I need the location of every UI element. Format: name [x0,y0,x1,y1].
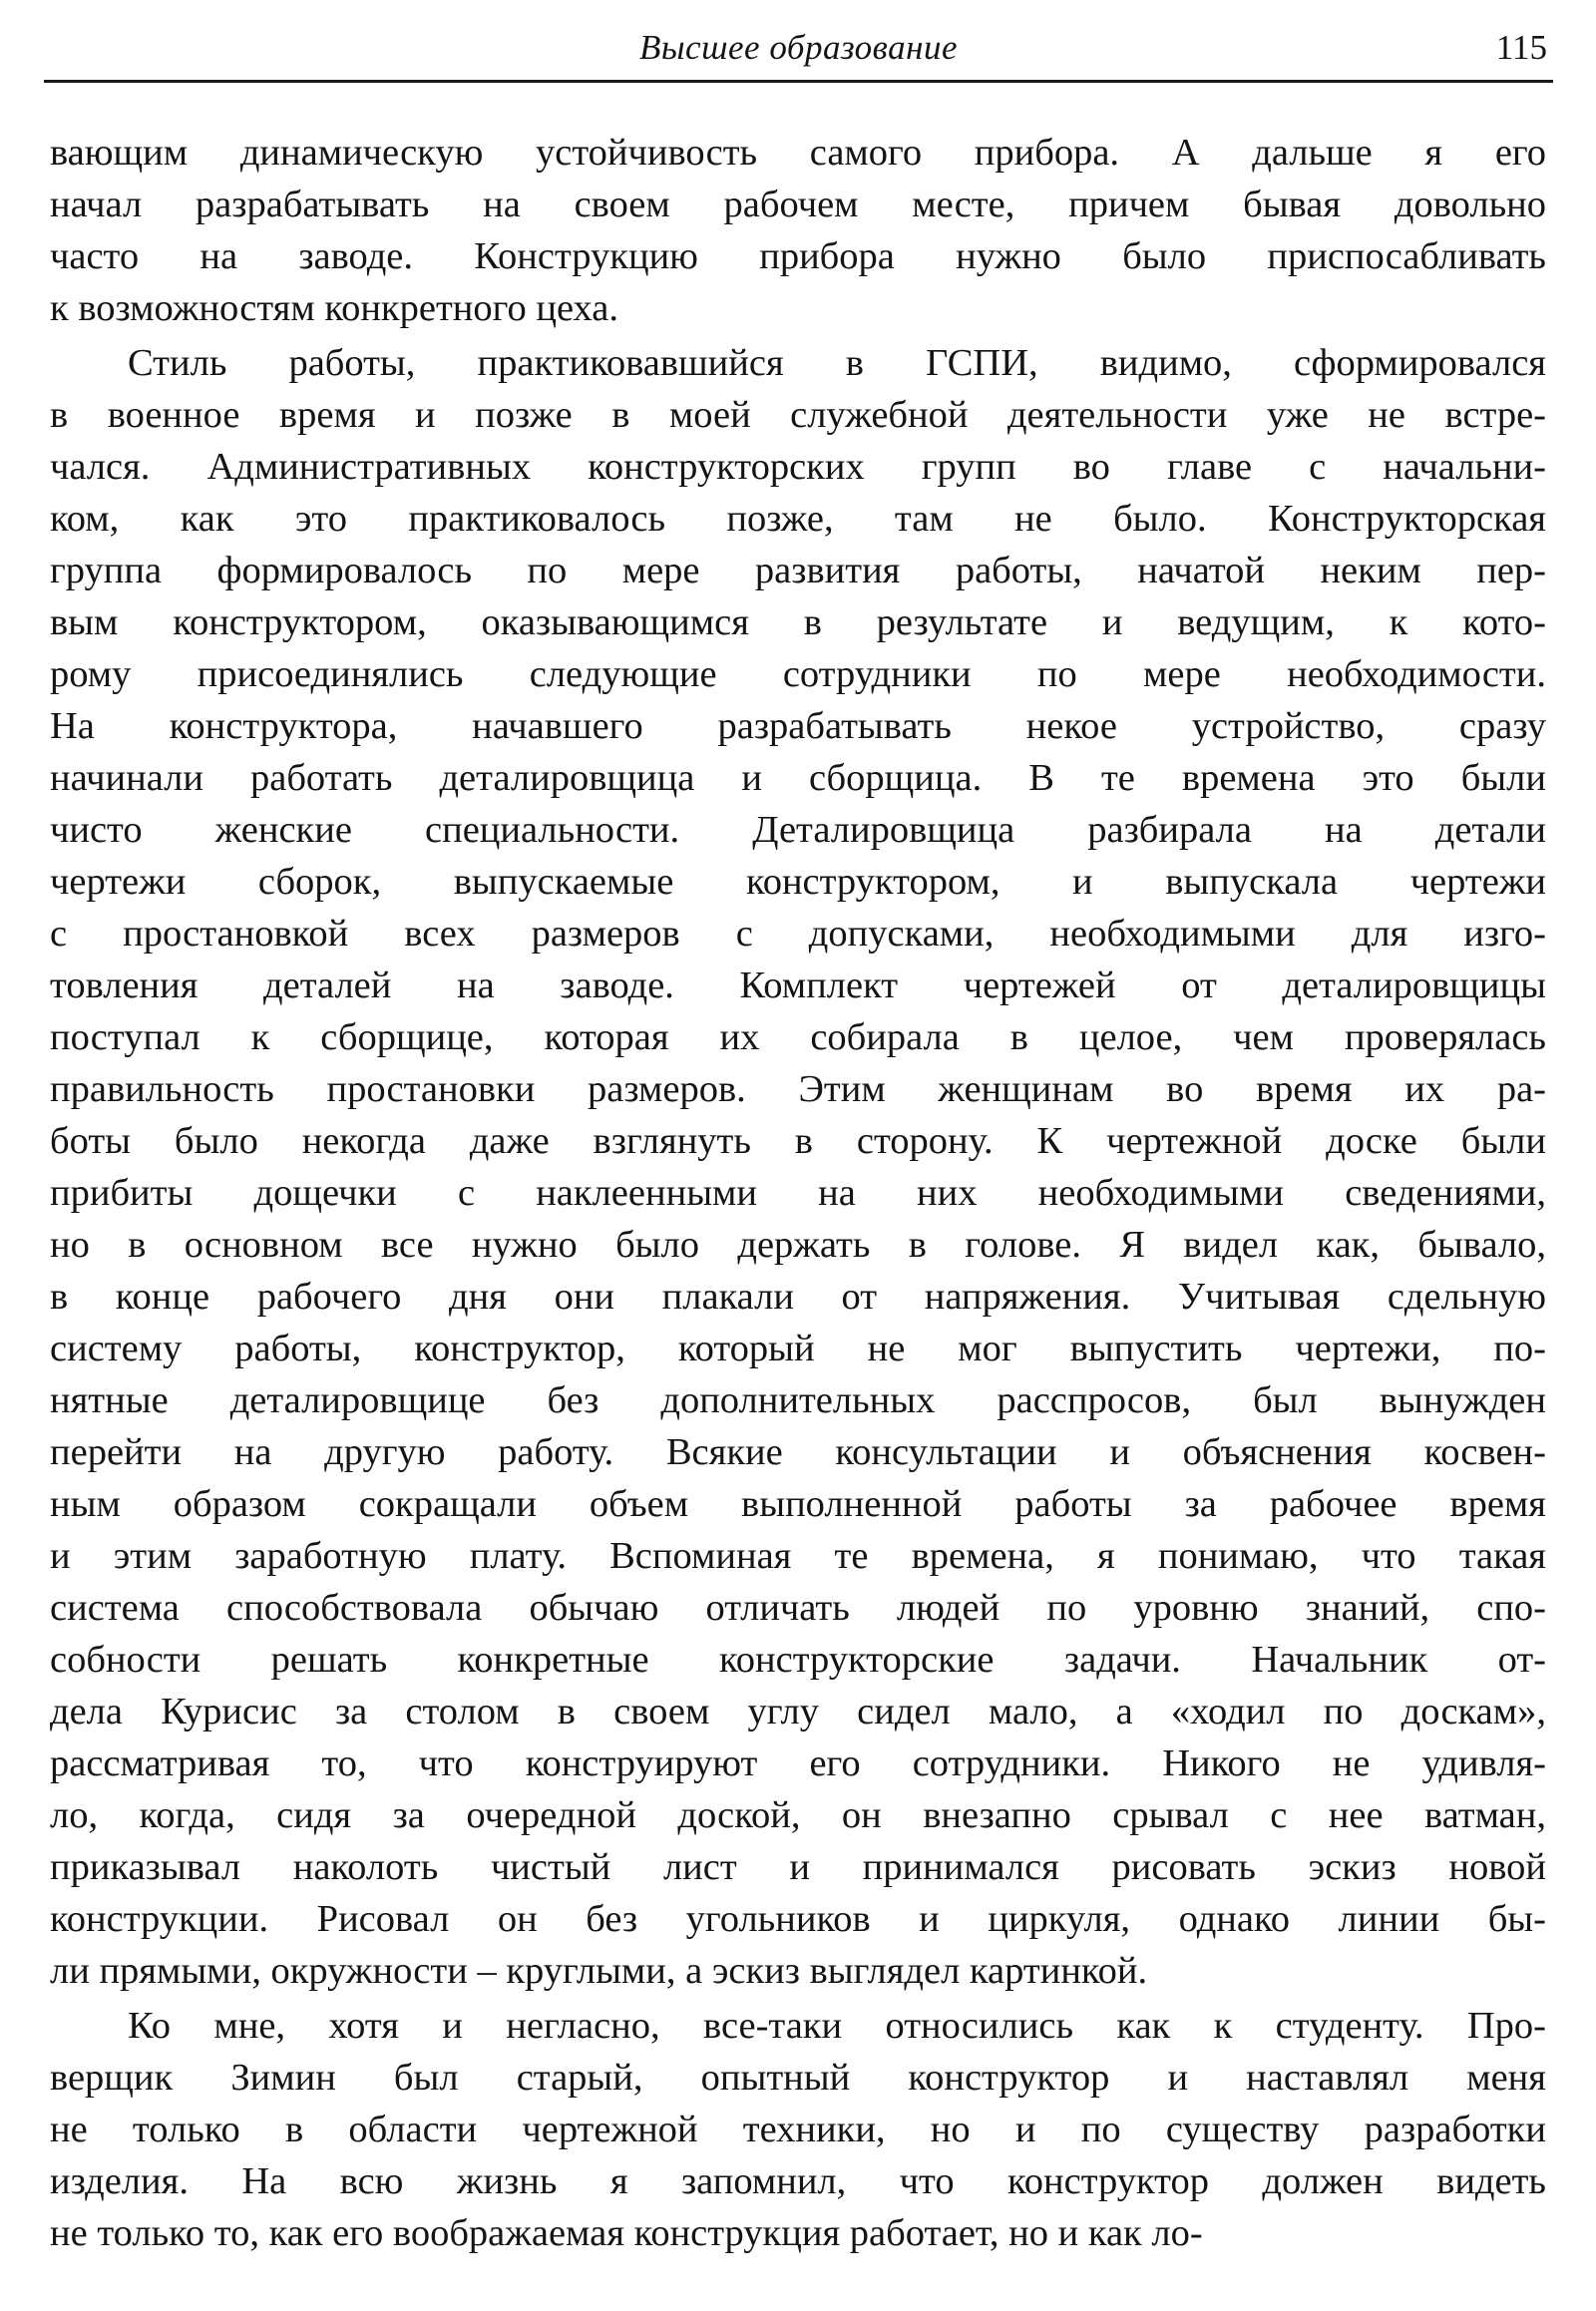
text-line: часто на заводе. Конструкцию прибора нужно было приспосабливать [50,235,1546,277]
text-line: ком, как это практиковалось позже, там не было. Конструкторская [50,498,1546,540]
paragraph [50,2000,1546,2259]
text-line: поступал к сборщице, которая их собирала в целое, чем проверялась [50,1016,1546,1058]
text-line: ным образом сокращали объем выполненной работы за рабочее время [50,1483,1546,1525]
text-line: Стиль работы, практиковавшийся в ГСПИ, видимо, сформировался [128,342,1546,384]
text-line: ли прямыми, окружности – круглыми, а эскиз выглядел картинкой. [50,1950,1148,1992]
text-line: чертежи сборок, выпускаемые конструктором, и выпускала чертежи [50,861,1546,903]
text-line: ло, когда, сидя за очередной доской, он внезапно срывал с нее ватман, [50,1794,1546,1836]
running-title: Высшее образование [638,28,959,67]
text-line: рому присоединялись следующие сотрудники по мере необходимости. [50,653,1546,695]
text-line: начинали работать деталировщица и сборщица. В те времена это были [50,757,1546,799]
text-line: система способствовала обычаю отличать людей по уровню знаний, спо- [50,1587,1546,1629]
text-line: не только то, как его воображаемая конструкция работает, но и как ло- [50,2212,1203,2254]
paragraph [50,127,1546,334]
body-text [50,127,1546,2259]
text-line: начал разрабатывать на своем рабочем месте, причем бывая довольно [50,184,1546,225]
text-line: вым конструктором, оказывающимся в результате и ведущим, к кото- [50,601,1546,643]
text-line: к возможностям конкретного цеха. [50,287,618,329]
text-line: нятные деталировщице без дополнительных расспросов, был вынужден [50,1379,1546,1421]
text-line: с простановкой всех размеров с допусками, необходимыми для изго- [50,913,1546,955]
text-line: боты было некогда даже взглянуть в сторону. К чертежной доске были [50,1120,1546,1162]
text-line: конструкции. Рисовал он без угольников и циркуля, однако линии бы- [50,1898,1546,1940]
text-line: не только в области чертежной техники, но и по существу разработки [50,2109,1546,2150]
header-rule [44,80,1553,83]
text-line: верщик Зимин был старый, опытный конструктор и наставлял меня [50,2057,1546,2099]
text-line: собности решать конкретные конструкторские задачи. Начальник от- [50,1639,1546,1681]
text-line: товления деталей на заводе. Комплект чертежей от деталировщицы [50,964,1546,1006]
text-line: в конце рабочего дня они плакали от напряжения. Учитывая сдельную [50,1276,1546,1318]
running-head [44,22,1553,74]
paragraph [50,337,1546,1997]
text-line: перейти на другую работу. Всякие консультации и объяснения косвен- [50,1431,1546,1473]
text-line: чался. Административных конструкторских групп во главе с начальни- [50,446,1546,488]
text-line: и этим заработную плату. Вспоминая те времена, я понимаю, что такая [50,1535,1546,1577]
text-line: чисто женские специальности. Деталировщица разбирала на детали [50,809,1546,851]
text-line: дела Курисис за столом в своем углу сидел мало, а «ходил по доскам», [50,1691,1546,1733]
text-line: На конструктора, начавшего разрабатывать некое устройство, сразу [50,705,1546,747]
text-line: правильность простановки размеров. Этим женщинам во время их ра- [50,1068,1546,1110]
text-line: в военное время и позже в моей служебной деятельности уже не встре- [50,394,1546,436]
text-line: прибиты дощечки с наклеенными на них необходимыми сведениями, [50,1172,1546,1214]
text-line: изделия. На всю жизнь я запомнил, что конструктор должен видеть [50,2160,1546,2202]
text-line: группа формировалось по мере развития работы, начатой неким пер- [50,550,1546,591]
text-line: Ко мне, хотя и негласно, все-таки относились как к студенту. Про- [128,2005,1546,2047]
page-number: 115 [1495,28,1547,67]
text-line: но в основном все нужно было держать в голове. Я видел как, бывало, [50,1224,1546,1266]
text-line: вающим динамическую устойчивость самого прибора. А дальше я его [50,132,1546,174]
text-line: систему работы, конструктор, который не мог выпустить чертежи, по- [50,1328,1546,1369]
text-line: приказывал наколоть чистый лист и принимался рисовать эскиз новой [50,1846,1546,1888]
text-line: рассматривая то, что конструируют его сотрудники. Никого не удивля- [50,1742,1546,1784]
